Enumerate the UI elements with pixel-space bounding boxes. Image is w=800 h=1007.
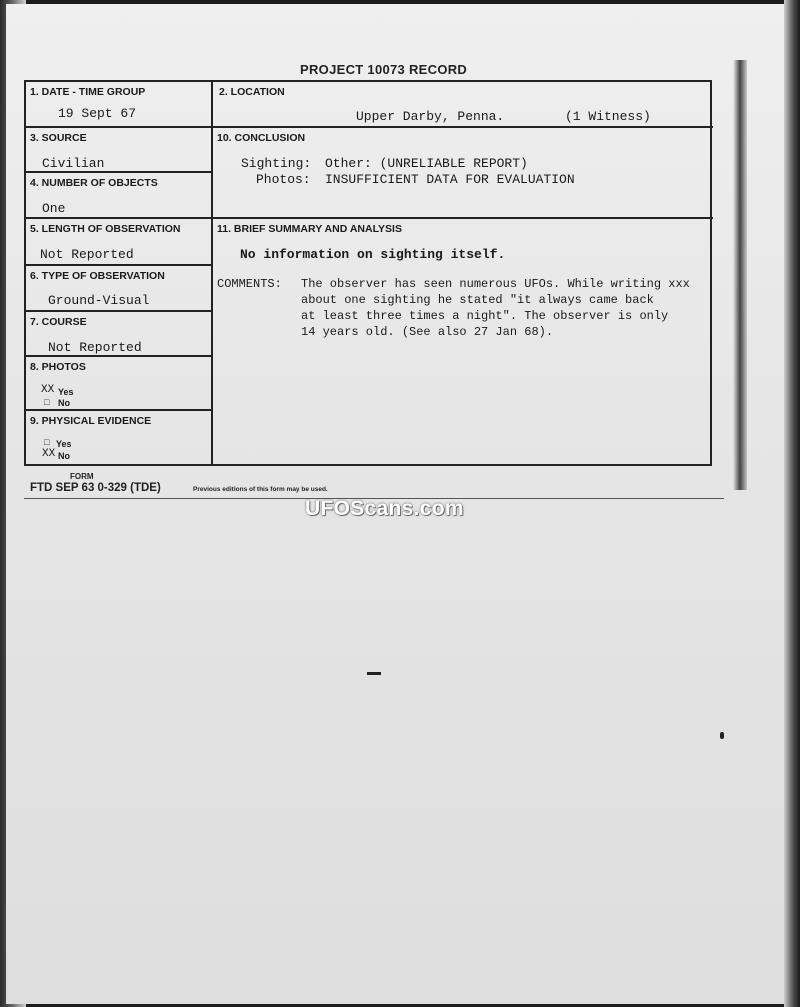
footer-form-word: FORM bbox=[70, 472, 94, 481]
source-label: 3. SOURCE bbox=[30, 132, 87, 144]
conclusion-photos-value: INSUFFICIENT DATA FOR EVALUATION bbox=[325, 172, 575, 187]
comments-line-2: about one sighting he stated "it always came back bbox=[301, 293, 654, 307]
witness-count: (1 Witness) bbox=[565, 109, 651, 124]
date-time-value: 19 Sept 67 bbox=[58, 106, 137, 121]
type-of-observation-label: 6. TYPE OF OBSERVATION bbox=[30, 270, 165, 282]
comments-line-4: 14 years old. (See also 27 Jan 68). bbox=[301, 325, 554, 339]
comments-line-3: at least three times a night". The observer is only bbox=[301, 309, 669, 323]
type-of-observation-value: Ground-Visual bbox=[48, 293, 150, 308]
footer-form-id: FTD SEP 63 0-329 (TDE) bbox=[30, 482, 161, 494]
row-divider bbox=[24, 310, 212, 312]
conclusion-label: 10. CONCLUSION bbox=[217, 132, 306, 144]
location-value: Upper Darby, Penna. bbox=[356, 109, 505, 124]
row-divider bbox=[24, 264, 212, 266]
comments-line-1: The observer has seen numerous UFOs. While writing xxx bbox=[301, 277, 690, 291]
row-divider bbox=[24, 171, 212, 173]
summary-text: No information on sighting itself. bbox=[240, 247, 506, 262]
photos-no-mark: □ bbox=[44, 397, 50, 407]
physical-evidence-label: 9. PHYSICAL EVIDENCE bbox=[30, 415, 152, 427]
row-divider bbox=[24, 126, 713, 128]
row-divider bbox=[24, 409, 212, 411]
length-of-observation-label: 5. LENGTH OF OBSERVATION bbox=[30, 223, 181, 235]
photos-label: 8. PHOTOS bbox=[30, 361, 86, 373]
date-time-label: 1. DATE - TIME GROUP bbox=[30, 86, 146, 98]
source-value: Civilian bbox=[42, 156, 105, 171]
course-label: 7. COURSE bbox=[30, 316, 87, 328]
photos-yes-mark: XX bbox=[41, 384, 55, 396]
course-value: Not Reported bbox=[48, 340, 142, 355]
sighting-label: Sighting: bbox=[241, 156, 312, 171]
conclusion-photos-label: Photos: bbox=[256, 172, 311, 187]
number-of-objects-label: 4. NUMBER OF OBJECTS bbox=[30, 177, 158, 189]
location-label: 2. LOCATION bbox=[219, 86, 285, 98]
row-divider bbox=[24, 355, 212, 357]
row-divider bbox=[24, 217, 713, 219]
site-watermark: UFOScans.com bbox=[305, 497, 464, 520]
scan-artifact-dash bbox=[367, 672, 381, 675]
scan-smudge bbox=[733, 60, 747, 490]
evidence-yes-mark: □ bbox=[44, 437, 50, 447]
footer-note: Previous editions of this form may be used. bbox=[193, 486, 328, 493]
evidence-no-mark: XX bbox=[42, 448, 56, 460]
form-title: PROJECT 10073 RECORD bbox=[300, 62, 468, 77]
scan-artifact-dot bbox=[720, 732, 724, 739]
scan-edge-right bbox=[784, 0, 800, 1007]
number-of-objects-value: One bbox=[42, 201, 66, 216]
summary-label: 11. BRIEF SUMMARY AND ANALYSIS bbox=[217, 223, 402, 235]
length-of-observation-value: Not Reported bbox=[40, 247, 134, 262]
comments-label: COMMENTS: bbox=[217, 277, 282, 291]
sighting-value: Other: (UNRELIABLE REPORT) bbox=[325, 156, 528, 171]
evidence-yes-label: Yes bbox=[56, 439, 72, 449]
evidence-no-label: No bbox=[58, 451, 70, 461]
photos-no-label: No bbox=[58, 398, 70, 408]
photos-yes-label: Yes bbox=[58, 387, 74, 397]
